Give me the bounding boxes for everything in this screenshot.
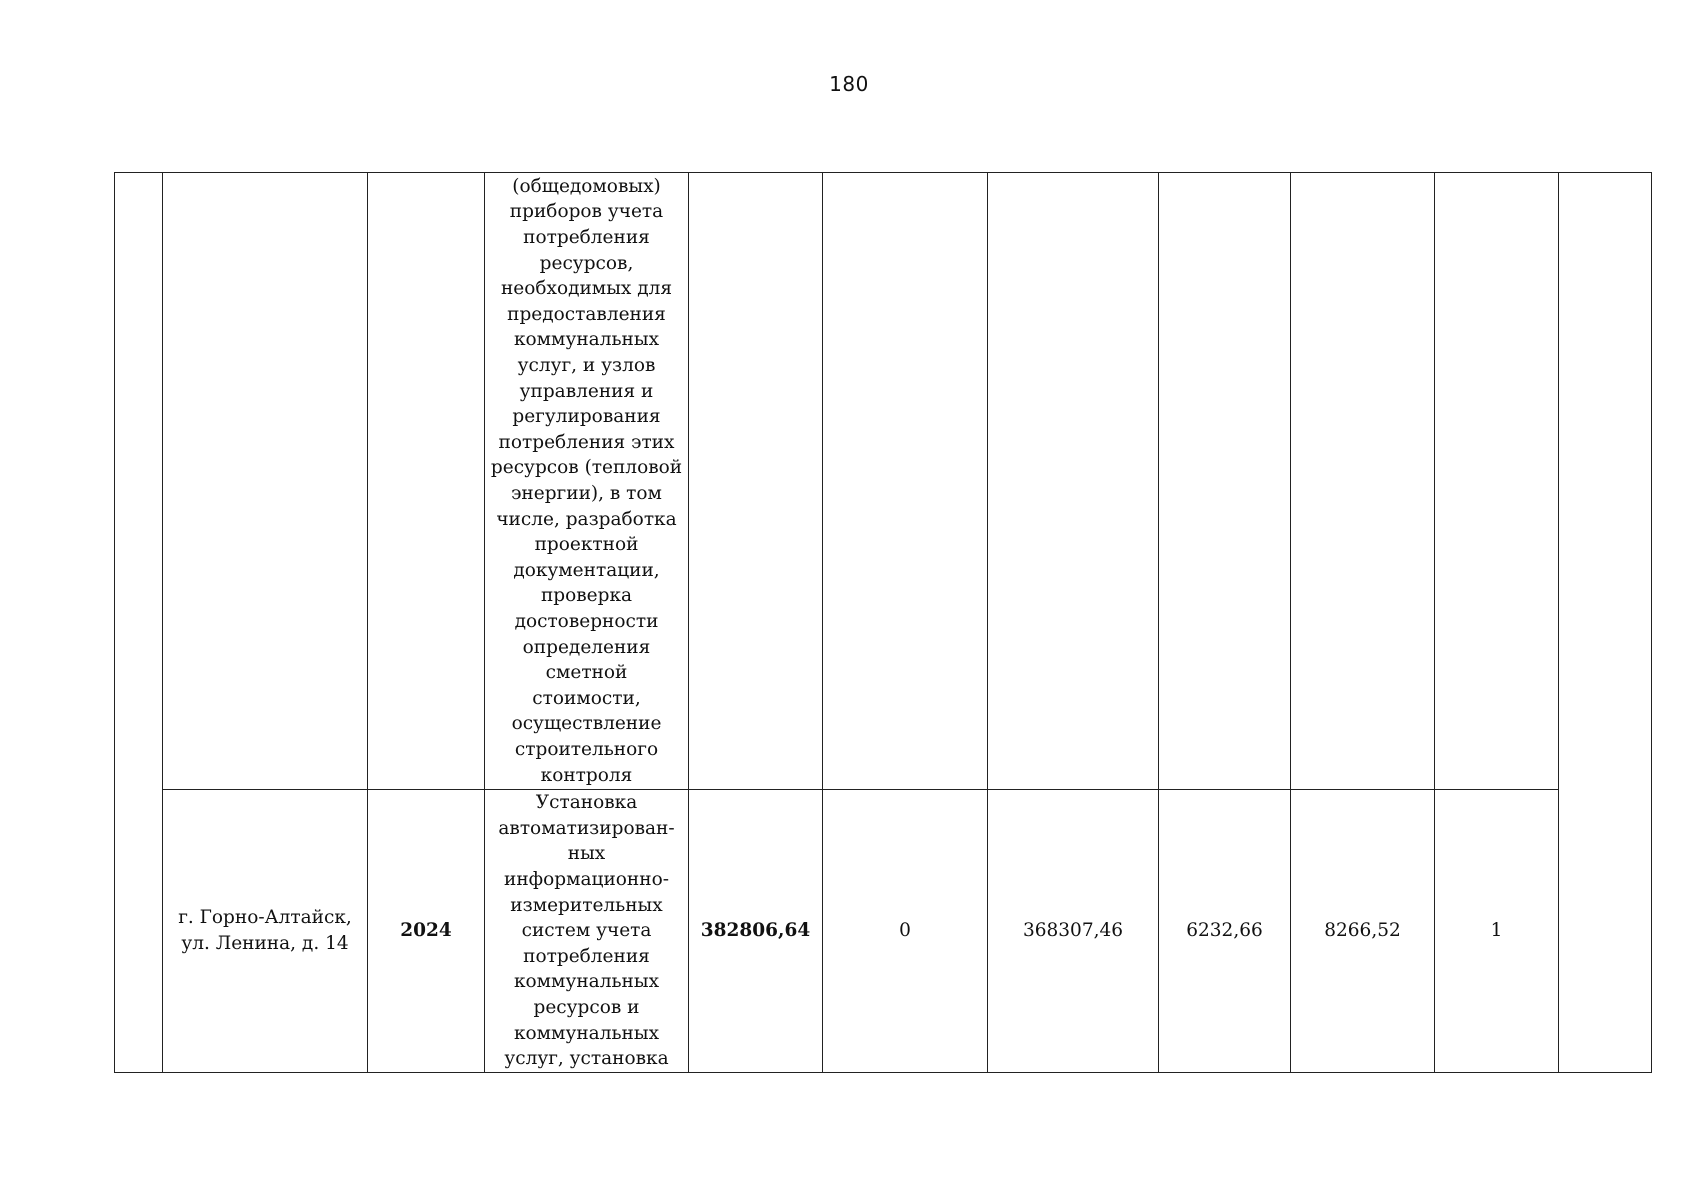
description-line: услуг, и узлов [517, 355, 656, 377]
description-line: коммунальных [513, 1022, 660, 1044]
description-line: достоверности [514, 610, 659, 632]
address-cell-empty [163, 173, 368, 790]
description-line: услуг, установка [504, 1048, 669, 1070]
page-number: 180 [829, 72, 869, 96]
year-cell-empty [368, 173, 485, 790]
total-cell: 382806,64 [689, 790, 823, 1073]
continuation-row [115, 173, 1652, 790]
index-cell [115, 173, 163, 1073]
total-cell-empty [689, 173, 823, 790]
count-cell: 1 [1435, 790, 1559, 1073]
description-line: потребления этих [498, 431, 675, 453]
description-line: осуществление [511, 713, 662, 735]
description-line: ных [567, 843, 606, 865]
works-table [114, 172, 1652, 1073]
description-line: документации, [513, 559, 660, 581]
description-line: проверка [540, 585, 633, 607]
last-column-cell [1559, 173, 1652, 1073]
year-cell: 2024 [368, 790, 485, 1073]
description-line: проектной [534, 534, 639, 556]
description-line: ресурсов и [533, 996, 640, 1018]
description-line: систем учета [521, 920, 652, 942]
description-line: коммунальных [513, 971, 660, 993]
value-4-cell: 8266,52 [1291, 790, 1435, 1073]
description-cell [485, 790, 689, 1073]
address-line-2: ул. Ленина, д. 14 [181, 933, 349, 954]
description-line: стоимости, [532, 687, 641, 709]
description-line: ресурсов (тепловой [490, 457, 683, 479]
value-2-cell: 368307,46 [988, 790, 1159, 1073]
description-line: коммунальных [513, 329, 660, 351]
description-line: определения [522, 636, 651, 658]
description-line: регулирования [512, 406, 661, 428]
description-line: измерительных [510, 894, 663, 916]
description-line: необходимых для [500, 278, 673, 300]
description-cell-continued [485, 173, 689, 790]
value-2-cell-empty [988, 173, 1159, 790]
value-3-cell-empty [1159, 173, 1291, 790]
description-line: ресурсов, [539, 252, 634, 274]
description-line: приборов учета [509, 201, 664, 223]
value-1-cell: 0 [823, 790, 988, 1073]
description-line: строительного [514, 738, 659, 760]
value-4-cell-empty [1291, 173, 1435, 790]
description-line: (общедомовых) [512, 175, 661, 197]
description-line: автоматизирован- [498, 817, 675, 839]
description-line: потребления [523, 945, 650, 967]
address-cell [163, 790, 368, 1073]
value-1-cell-empty [823, 173, 988, 790]
description-line: сметной [545, 662, 628, 684]
description-line: предоставления [507, 303, 666, 325]
description-line: Установка [535, 792, 638, 814]
description-line: потребления [523, 227, 650, 249]
value-3-cell: 6232,66 [1159, 790, 1291, 1073]
table-row [115, 790, 1652, 1073]
count-cell-empty [1435, 173, 1559, 790]
description-line: управления и [519, 380, 654, 402]
description-line: контроля [540, 764, 633, 786]
address-line-1: г. Горно-Алтайск, [178, 907, 352, 929]
description-line: энергии), в том [511, 483, 662, 504]
description-line: информационно- [504, 869, 669, 891]
description-line: числе, разработка [496, 508, 677, 530]
